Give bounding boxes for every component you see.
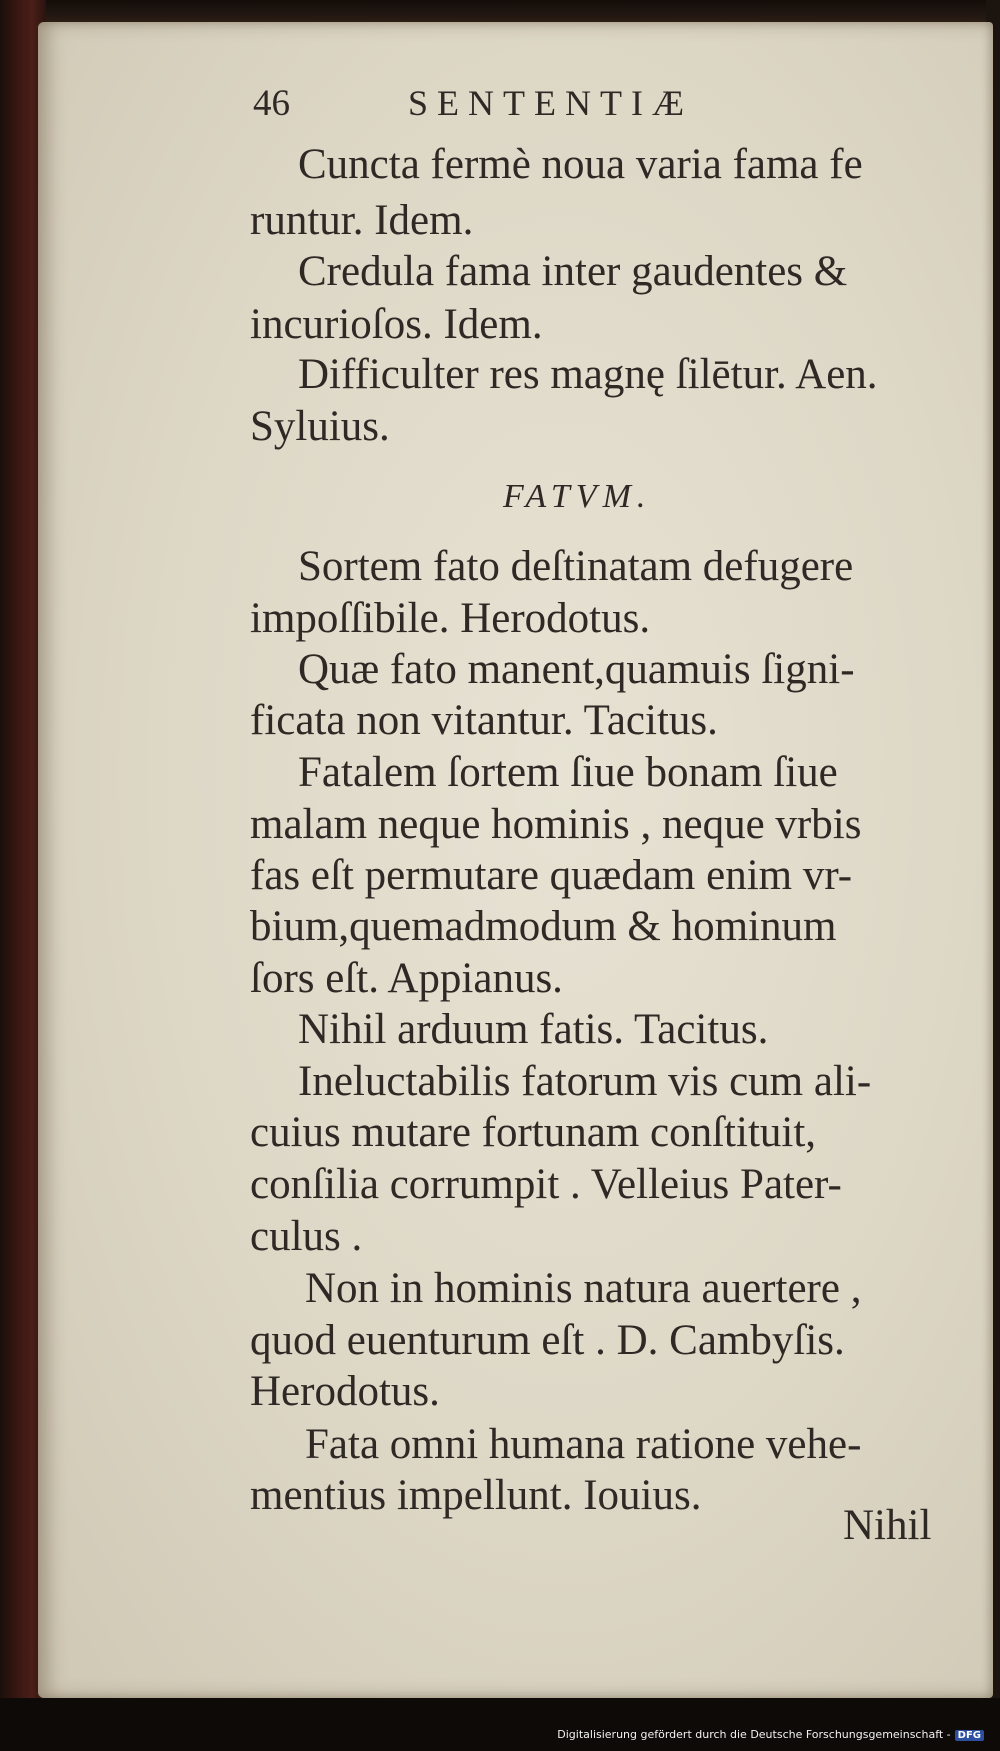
text-line: Fatalem ſortem ſiue bonam ſiue	[298, 749, 838, 796]
digitization-credit	[557, 1728, 984, 1741]
text-line: Non in hominis natura auertere ,	[305, 1265, 862, 1312]
page-number: 46	[253, 83, 290, 124]
text-line: Nihil arduum fatis. Tacitus.	[298, 1006, 769, 1053]
text-line: Quæ fato manent,quamuis ſigni-	[298, 646, 855, 693]
text-line: cuius mutare fortunam conſtituit,	[250, 1109, 817, 1156]
text-line: runtur. Idem.	[250, 197, 474, 244]
catchword: Nihil	[843, 1502, 932, 1549]
credit-text: Digitalisierung gefördert durch die Deutsche Forschungsgemeinschaft -	[557, 1728, 951, 1741]
text-line: culus .	[250, 1213, 363, 1260]
text-line: Herodotus.	[250, 1368, 440, 1415]
text-line: Fata omni humana ratione vehe-	[305, 1421, 862, 1468]
running-head: SENTENTIÆ	[408, 83, 693, 123]
text-line: Cuncta fermè noua varia fama fe	[298, 141, 863, 188]
text-line: Difficulter res magnę ſilētur. Aen.	[298, 351, 878, 398]
footer-bar	[0, 1698, 1000, 1751]
section-title: FATVM.	[503, 478, 652, 515]
text-line: quod euenturum eſt . D. Cambyſis.	[250, 1317, 845, 1364]
text-line: Syluius.	[250, 403, 390, 450]
dfg-logo-icon: DFG	[955, 1730, 984, 1741]
text-line: bium,quemadmodum & hominum	[250, 903, 837, 950]
text-line: ficata non vitantur. Tacitus.	[250, 697, 718, 744]
text-line: Credula fama inter gaudentes &	[298, 248, 848, 295]
text-line: incurioſos. Idem.	[250, 301, 543, 348]
text-line: impoſſibile. Herodotus.	[250, 595, 651, 642]
text-line: ſors eſt. Appianus.	[250, 955, 563, 1002]
text-line: fas eſt permutare quædam enim vr-	[250, 852, 853, 899]
text-line: malam neque hominis , neque vrbis	[250, 801, 862, 848]
book-top-edge	[0, 0, 1000, 22]
text-line: conſilia corrumpit . Velleius Pater-	[250, 1161, 842, 1208]
text-line: Ineluctabilis fatorum vis cum ali-	[298, 1058, 872, 1105]
text-line: mentius impellunt. Iouius.	[250, 1472, 702, 1519]
text-line: Sortem fato deſtinatam defugere	[298, 543, 854, 590]
